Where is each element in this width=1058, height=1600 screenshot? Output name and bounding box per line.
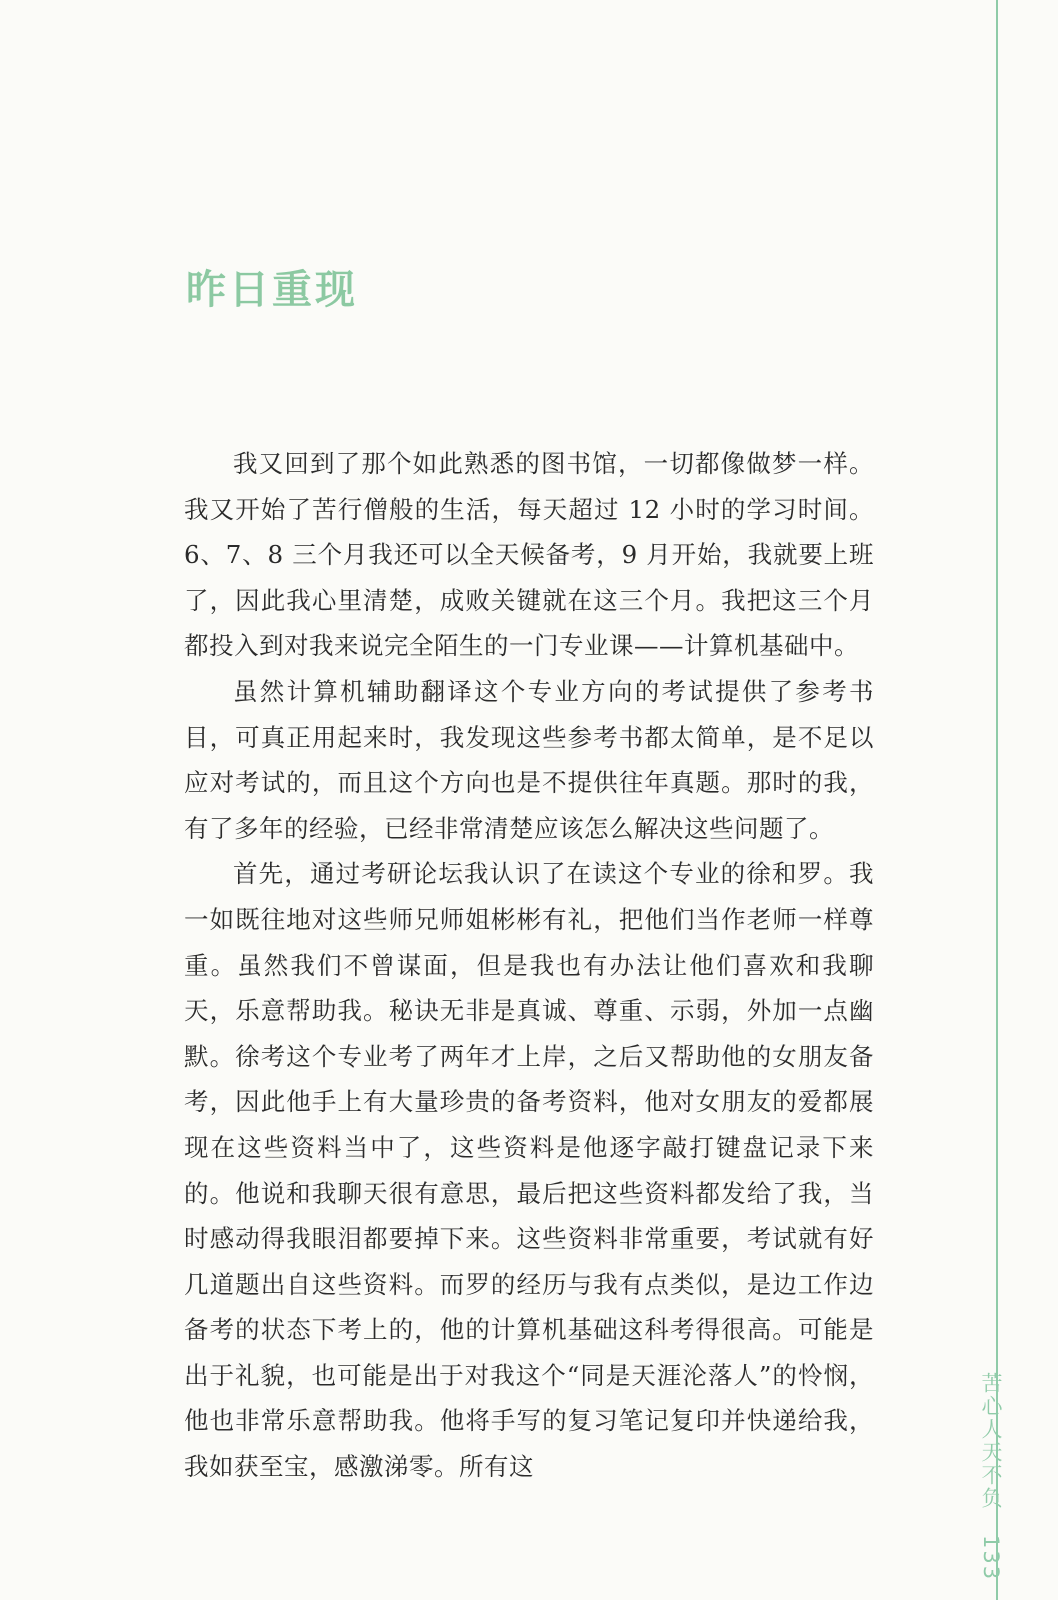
chapter-title: 昨日重现	[186, 266, 358, 313]
running-head-book-title: 苦心人天不负	[979, 1372, 1003, 1510]
page-number: 133	[979, 1534, 1003, 1581]
paragraph: 首先，通过考研论坛我认识了在读这个专业的徐和罗。我一如既往地对这些师兄师姐彬彬有礼，把他们当作老师一样尊重。虽然我们不曾谋面，但是我也有办法让他们喜欢和我聊天，乐意帮助我。秘诀无非是真诚、尊重、示弱，外加一点幽默。徐考这个专业考了两年才上岸，之后又帮助他的女朋友备考，因此他手上有大量珍贵的备考资料，他对女朋友的爱都展现在这些资料当中了，这些资料是他逐字敲打键盘记录下来的。他说和我聊天很有意思，最后把这些资料都发给了我，当时感动得我眼泪都要掉下来。这些资料非常重要，考试就有好几道题出自这些资料。而罗的经历与我有点类似，是边工作边备考的状态下考上的，他的计算机基础这科考得很高。可能是出于礼貌，也可能是出于对我这个“同是天涯沦落人”的怜悯，他也非常乐意帮助我。他将手写的复习笔记复印并快递给我，我如获至宝，感激涕零。所有这	[184, 859, 874, 1482]
paragraph: 我又回到了那个如此熟悉的图书馆，一切都像做梦一样。我又开始了苦行僧般的生活，每天超过 12 小时的学习时间。6、7、8 三个月我还可以全天候备考，9 月开始，我就要上班了，因此我心里清楚，成败关键就在这三个月。我把这三个月都投入到对我来说完全陌生的一门专业课——计算机基础中。	[184, 449, 874, 661]
running-head	[976, 1372, 1006, 1581]
page-edge-line	[996, 0, 998, 1600]
body-text	[184, 441, 874, 1490]
paragraph: 虽然计算机辅助翻译这个专业方向的考试提供了参考书目，可真正用起来时，我发现这些参考书都太简单，是不足以应对考试的，而且这个方向也是不提供往年真题。那时的我，有了多年的经验，已经非常清楚应该怎么解决这些问题了。	[184, 676, 874, 843]
